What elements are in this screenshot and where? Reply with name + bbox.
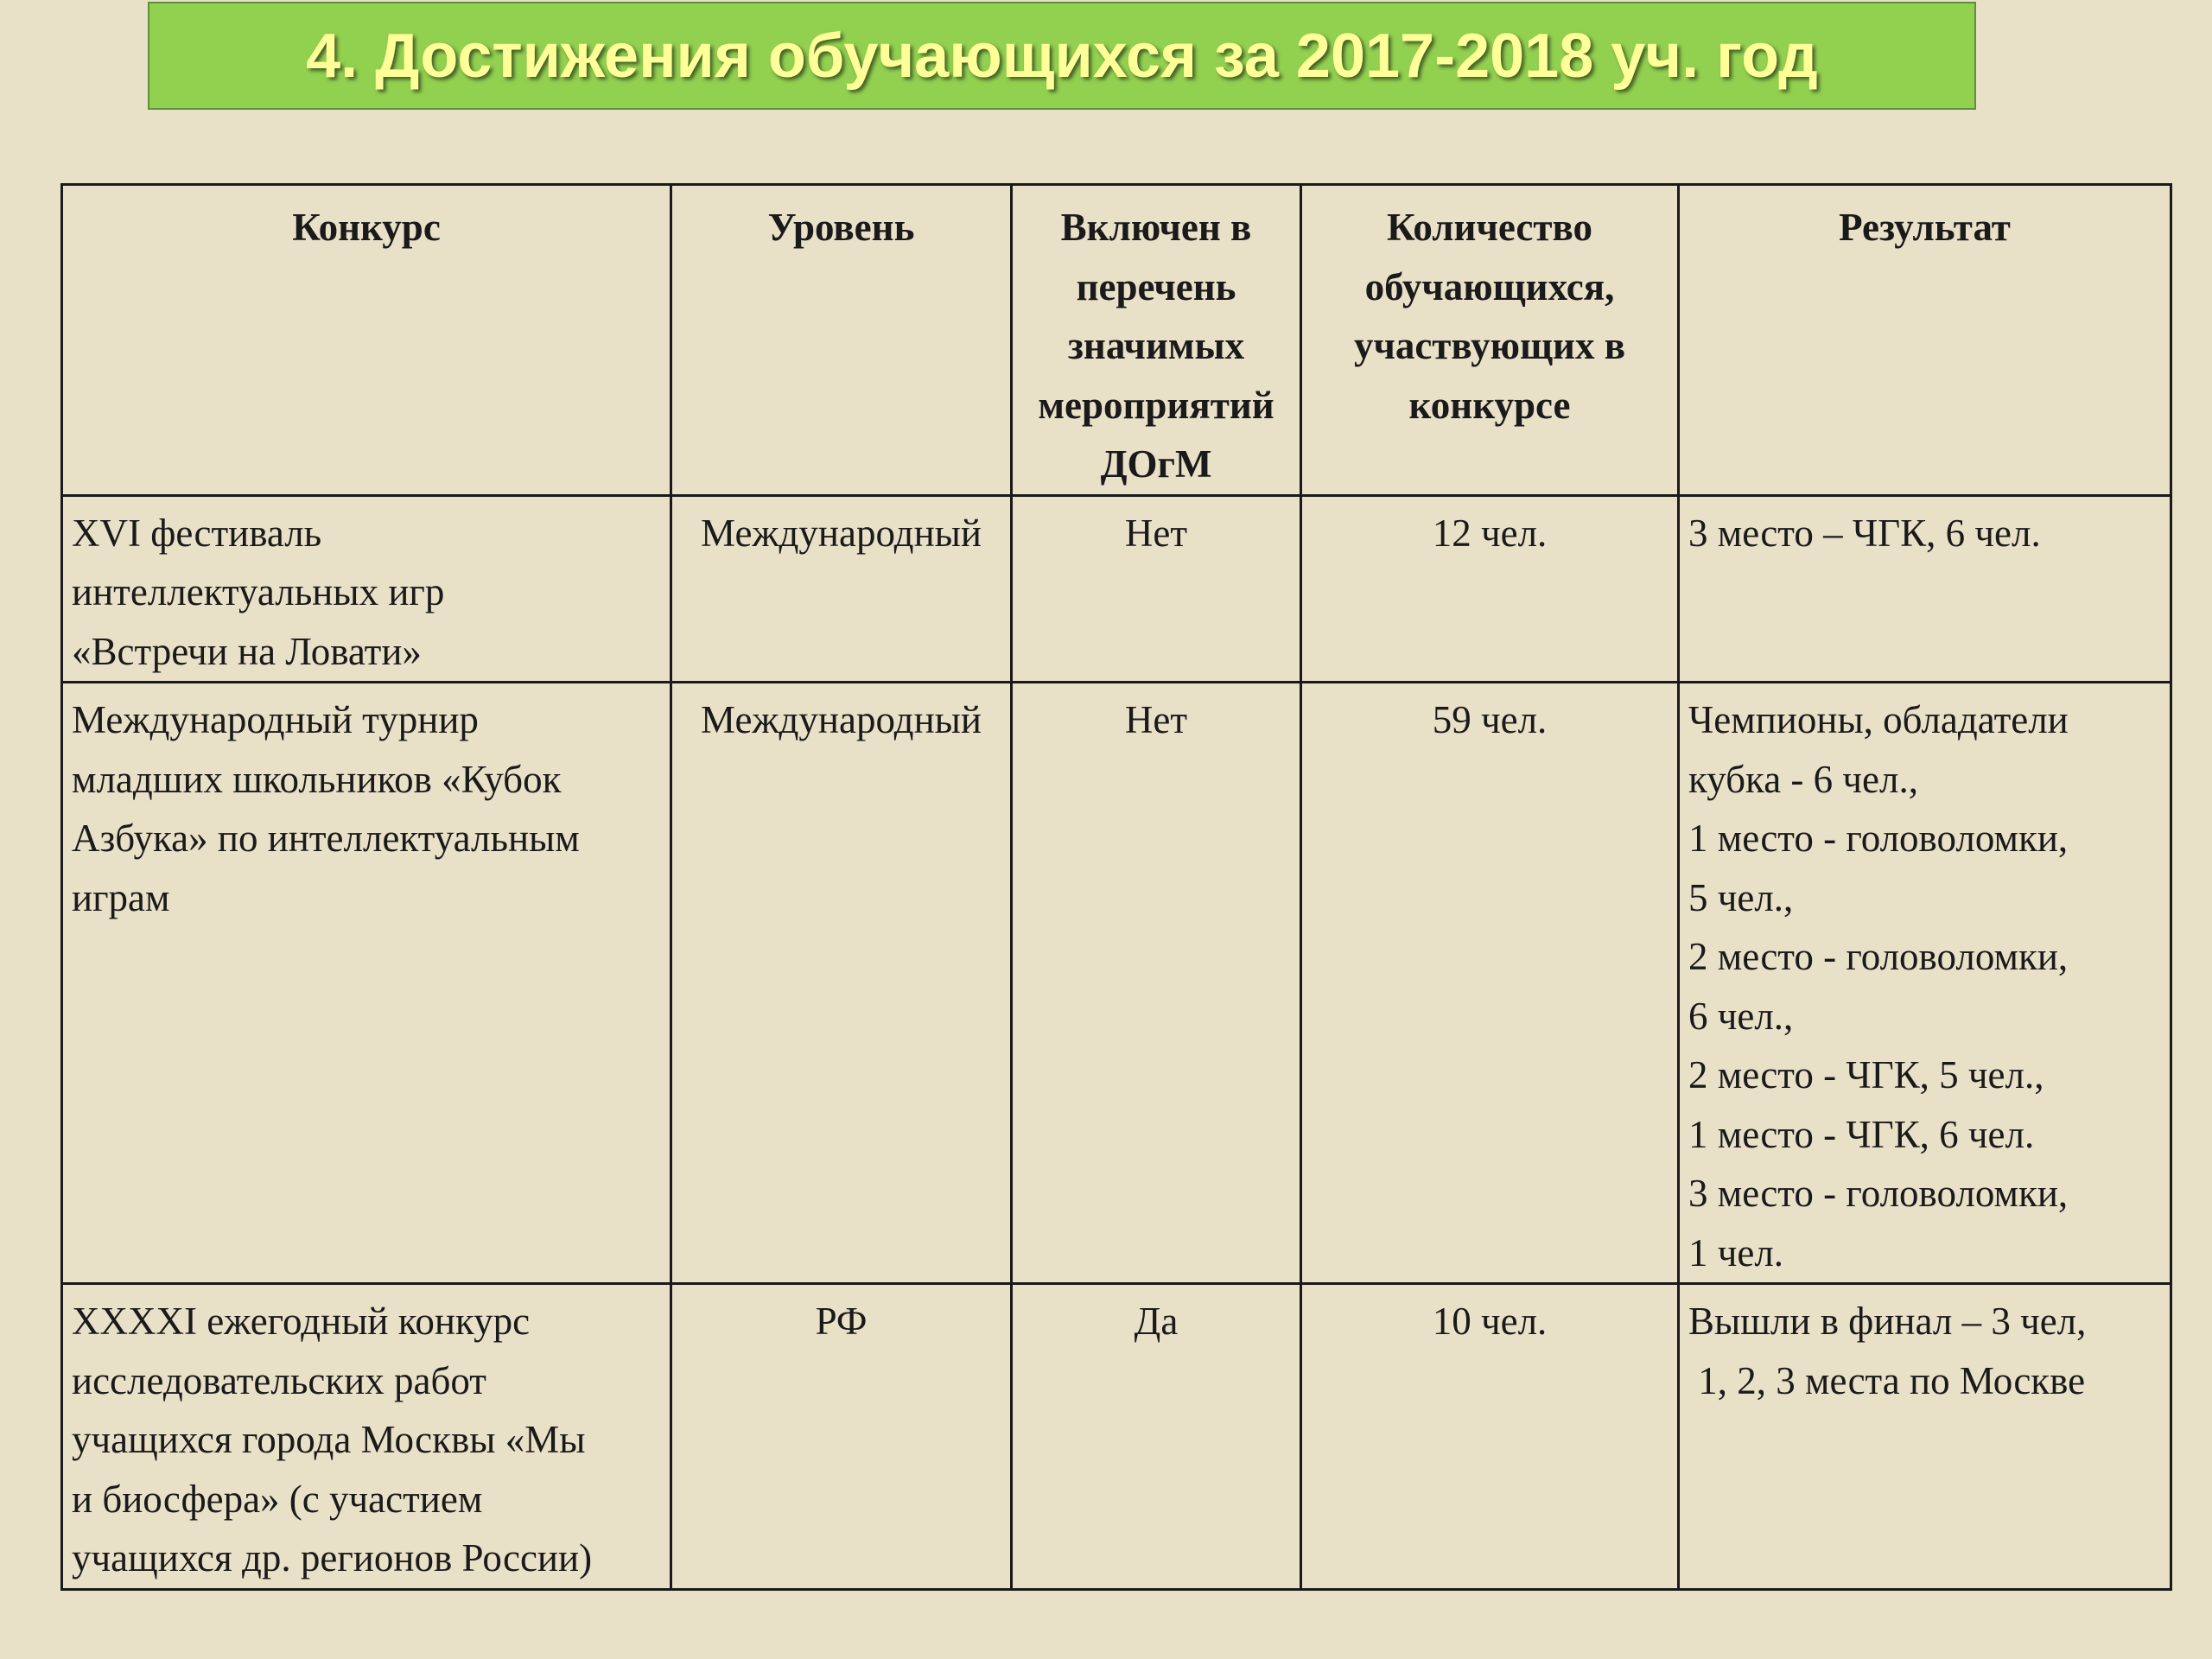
header-result: Результат [1679,185,2171,496]
cell-level: Международный [671,683,1012,1284]
header-count: Количество обучающихся, участвующих в конкурсе [1301,185,1679,496]
cell-contest: Международный турнир младших школьников «Кубок Азбука» по интеллектуальным играм [62,683,671,1284]
table-row [62,683,2171,1284]
title-banner [148,2,1976,110]
table-header-row [62,185,2171,496]
cell-included: Да [1012,1284,1301,1590]
slide-title: 4. Достижения обучающихся за 2017-2018 уч. год [306,21,1818,91]
cell-included: Нет [1012,495,1301,683]
cell-contest: XXXXI ежегодный конкурс исследовательских работ учащихся города Москвы «Мы и биосфера» (с участием учащихся др. регионов России) [62,1284,671,1590]
achievements-table [60,183,2172,1591]
header-contest: Конкурс [62,185,671,496]
achievements-table-container [60,183,2170,1591]
cell-count: 59 чел. [1301,683,1679,1284]
cell-count: 10 чел. [1301,1284,1679,1590]
cell-level: Международный [671,495,1012,683]
cell-level: РФ [671,1284,1012,1590]
table-row [62,1284,2171,1590]
header-level: Уровень [671,185,1012,496]
cell-contest: XVI фестиваль интеллектуальных игр «Встречи на Ловати» [62,495,671,683]
header-included: Включен в перечень значимых мероприятий ДОгМ [1012,185,1301,496]
cell-result: Вышли в финал – 3 чел, 1, 2, 3 места по Москве [1679,1284,2171,1590]
cell-included: Нет [1012,683,1301,1284]
cell-count: 12 чел. [1301,495,1679,683]
cell-result: Чемпионы, обладатели кубка - 6 чел., 1 место - головоломки, 5 чел., 2 место - головоломки, 6 чел., 2 место - ЧГК, 5 чел., 1 место - ЧГК, 6 чел. 3 место - головоломки, 1 чел. [1679,683,2171,1284]
table-row [62,495,2171,683]
cell-result: 3 место – ЧГК, 6 чел. [1679,495,2171,683]
